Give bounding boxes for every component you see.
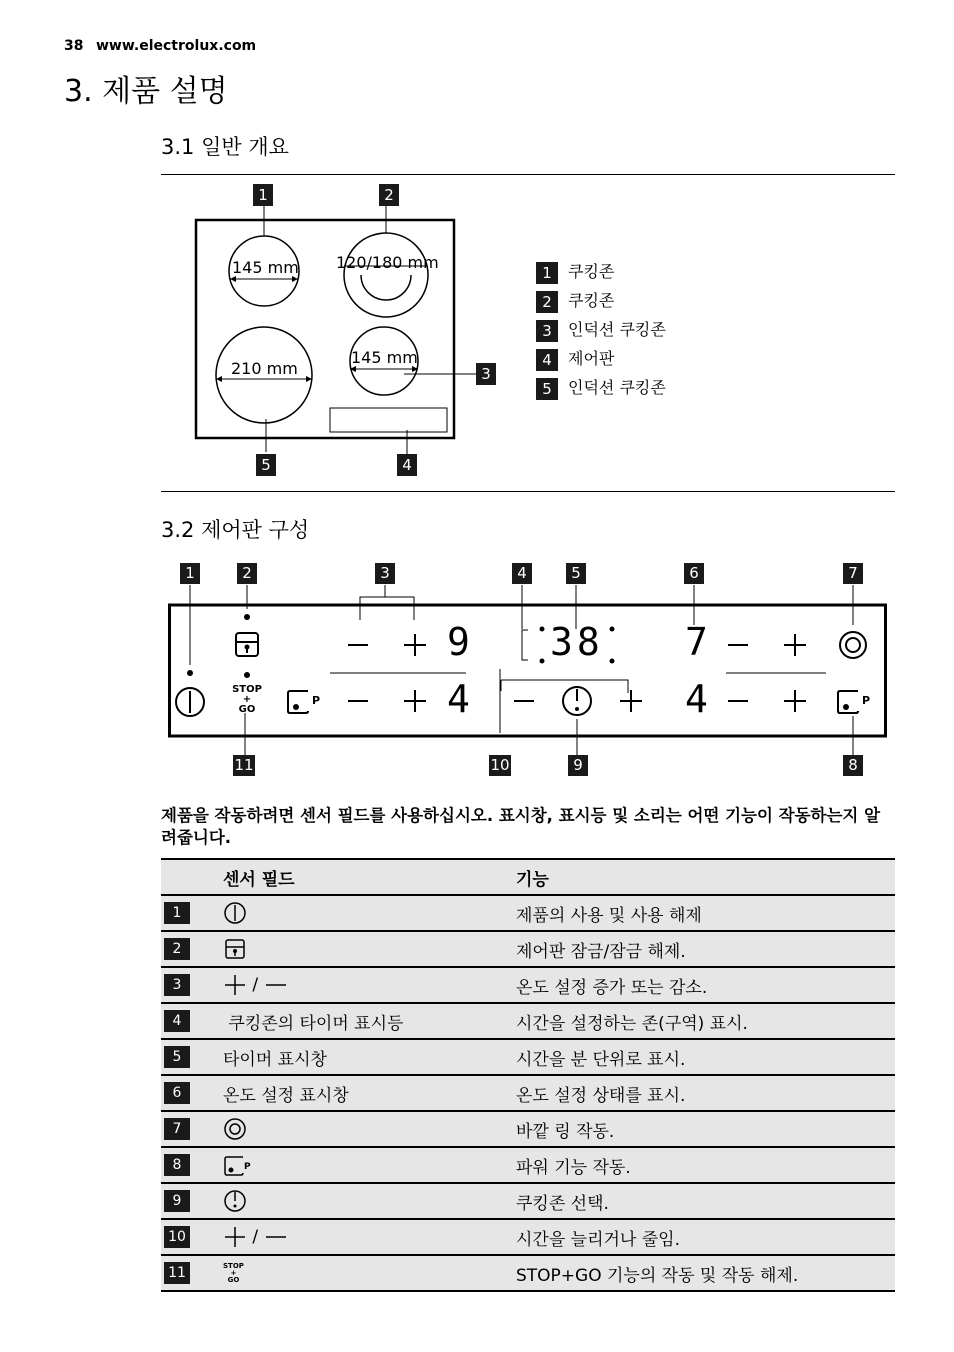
overview-title: 3.1 일반 개요: [161, 135, 289, 159]
table-header-row: [161, 859, 895, 895]
power-boost-icon: [288, 691, 308, 713]
table-row: 9 쿠킹존 선택.: [161, 1183, 895, 1219]
table-row: 7 바깥 링 작동.: [161, 1111, 895, 1147]
temp-display-bottom-left: 4: [447, 677, 470, 721]
plus-icon: [223, 973, 247, 997]
divider: [161, 174, 895, 175]
hob-diagram: [180, 180, 510, 480]
panel-callout-4: 4: [512, 563, 532, 584]
panel-callout-9: 9: [568, 755, 588, 776]
website-url[interactable]: www.electrolux.com: [96, 38, 257, 54]
power-icon: [223, 901, 247, 925]
zone-select-icon: [563, 687, 591, 715]
callout-5: 5: [256, 454, 276, 476]
section-title: 3. 제품 설명: [64, 74, 228, 109]
panel-callout-10: 10: [490, 756, 510, 774]
panel-callout-8: 8: [843, 755, 863, 776]
temp-display-bottom-right: 4: [685, 677, 708, 721]
power-boost-icon: [838, 691, 858, 713]
table-row: 6 온도 설정 표시창 온도 설정 상태를 표시.: [161, 1075, 895, 1111]
table-row: 2 제어판 잠금/잠금 해제.: [161, 931, 895, 967]
svg-text:P: P: [244, 1162, 251, 1172]
header-sensor: 센서 필드: [223, 859, 516, 895]
panel-callout-2: 2: [237, 563, 257, 584]
divider: [161, 491, 895, 492]
temp-display-top-left: 9: [447, 620, 470, 664]
minus-icon: [264, 973, 288, 997]
table-row: 10 / 시간을 늘리거나 줄임.: [161, 1219, 895, 1255]
zone1-size: 145 mm: [232, 258, 299, 277]
callout-3: 3: [476, 363, 496, 385]
temp-plus-icon: [404, 634, 426, 656]
panel-callout-1: 1: [180, 563, 200, 584]
stop-go-icon: STOP + GO: [232, 684, 262, 715]
plus-icon: [223, 1225, 247, 1249]
power-p-label: P: [862, 694, 871, 707]
table-row: 8 P 파워 기능 작동.: [161, 1147, 895, 1183]
table-row: 4 쿠킹존의 타이머 표시등 시간을 설정하는 존(구역) 표시.: [161, 1003, 895, 1039]
callout-4: 4: [397, 454, 417, 476]
panel-callout-6: 6: [684, 563, 704, 584]
ring-icon: [840, 632, 866, 658]
minus-icon: [264, 1225, 288, 1249]
page-number: 38: [64, 38, 84, 54]
power-p-label: P: [312, 694, 321, 707]
stop-go-icon: STOP + GO: [223, 1261, 244, 1284]
callout-1: 1: [253, 184, 273, 206]
power-icon: [176, 688, 204, 716]
panel-callout-5: 5: [566, 563, 586, 584]
control-panel-diagram: [168, 585, 890, 755]
intro-text: 제품을 작동하려면 센서 필드를 사용하십시오. 표시창, 표시등 및 소리는 어떤 기능이 작동하는지 알려줍니다.: [161, 806, 881, 847]
temp-display-right: 7: [685, 620, 708, 664]
zone2-size: 120/180 mm: [336, 253, 439, 272]
control-panel-title: 3.2 제어판 구성: [161, 518, 310, 542]
panel-callout-11: 11: [234, 756, 254, 774]
header-function: 기능: [516, 859, 895, 895]
lock-icon: [236, 633, 258, 656]
table-row: 1 제품의 사용 및 사용 해제: [161, 895, 895, 931]
panel-callout-3: 3: [375, 563, 395, 584]
zone5-size: 210 mm: [231, 359, 298, 378]
sensor-table: [161, 858, 895, 1292]
lock-icon: [223, 937, 247, 961]
power-boost-icon: [223, 1153, 253, 1177]
table-row: 5 타이머 표시창 시간을 분 단위로 표시.: [161, 1039, 895, 1075]
zone-select-icon: [223, 1189, 247, 1213]
table-row: 11 STOP + GO STOP+GO 기능의 작동 및 작동 해제.: [161, 1255, 895, 1291]
panel-callout-7: 7: [843, 563, 863, 584]
zone3-size: 145 mm: [351, 348, 418, 367]
table-row: 3 / 온도 설정 증가 또는 감소.: [161, 967, 895, 1003]
callout-2: 2: [379, 184, 399, 206]
timer-display: 38: [550, 620, 604, 664]
ring-icon: [223, 1117, 247, 1141]
